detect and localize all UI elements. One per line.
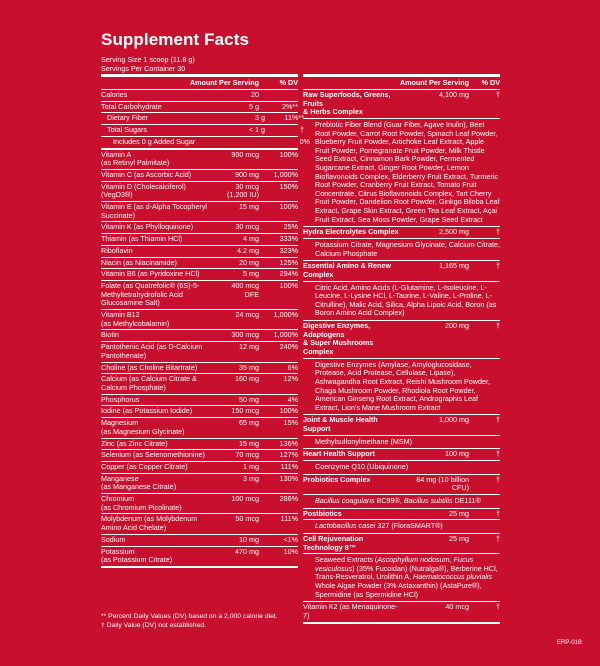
complex-dv: †	[496, 320, 500, 330]
dv-header: % DV	[279, 77, 298, 87]
complex-amount: 40 mcg	[445, 602, 469, 612]
nutrient-name: Magnesium (as Magnesium Glycinate)	[101, 418, 185, 436]
nutrient-amount: 150 mcg	[231, 406, 259, 416]
nutrient-dv: 127%	[279, 450, 298, 460]
nutrient-name: Phosphorus	[101, 394, 140, 404]
table-row	[101, 535, 298, 547]
table-row	[101, 150, 298, 170]
table-row	[303, 415, 500, 435]
complex-amount: 1,000 mg	[439, 415, 469, 425]
table-row	[101, 102, 298, 114]
complex-name: Joint & Muscle Health Support	[303, 415, 378, 433]
table-row	[101, 418, 298, 438]
nutrient-amount: 70 mcg	[235, 450, 259, 460]
table-row	[303, 449, 500, 461]
nutrient-name: Thiamin (as Thiamin HCl)	[101, 234, 183, 244]
table-row	[101, 170, 298, 182]
amount-header: Amount Per Serving	[189, 77, 259, 87]
table-row	[101, 258, 298, 270]
nutrient-name: Sodium	[101, 534, 126, 544]
nutrient-name: Copper (as Copper Citrate)	[101, 461, 188, 471]
table-row	[303, 509, 500, 521]
table-row	[101, 246, 298, 258]
nutrient-dv: 333%	[279, 234, 298, 244]
table-row	[101, 330, 298, 342]
complex-name: Hydra Electrolytes Complex	[303, 227, 399, 237]
nutrient-name: Biotin	[101, 330, 119, 340]
nutrient-name: Calories	[101, 90, 128, 99]
nutrient-name: Chromium (as Chromium Picolinate)	[101, 494, 182, 512]
nutrient-dv: 125%	[279, 257, 298, 267]
complex-amount: 1,165 mg	[439, 261, 469, 271]
table-row	[101, 136, 310, 150]
nutrient-dv: 11%**	[284, 113, 304, 123]
complex-dv: †	[496, 508, 500, 518]
nutrient-name: Selenium (as Selenomethionine)	[101, 450, 205, 460]
table-row	[303, 90, 500, 119]
left-table-header	[101, 74, 298, 90]
nutrient-name: Pantothenic Acid (as D-Calcium Pantothenate)	[101, 342, 203, 360]
nutrient-name: Molybdenum (as Molybdenum Amino Acid Chelate)	[101, 514, 198, 533]
nutrient-dv: 4%	[287, 394, 298, 404]
nutrient-amount: 50 mcg	[235, 514, 259, 524]
nutrient-amount: 15 mg	[239, 202, 259, 212]
nutrient-name: Vitamin B12 (as Methylcobalamin)	[101, 310, 170, 328]
nutrient-dv: 286%	[279, 494, 298, 504]
nutrient-name: Niacin (as Niacinamide)	[101, 257, 177, 267]
supplement-facts-title: Supplement Facts	[101, 30, 250, 49]
footnotes	[101, 612, 278, 630]
table-row	[101, 222, 298, 234]
complex-dv: †	[496, 90, 500, 99]
complex-dv: †	[496, 415, 500, 425]
table-row	[303, 261, 500, 281]
nutrient-amount: < 1 g	[248, 125, 265, 135]
table-row	[101, 281, 298, 310]
nutrient-amount: 4 mg	[243, 234, 259, 244]
nutrient-dv: 1,000%	[273, 330, 298, 340]
table-row	[101, 547, 298, 568]
nutrient-amount: 400 mcg DFE	[231, 280, 259, 299]
complex-name: Cell Rejuvenation Technology 8™	[303, 533, 364, 552]
nutrient-amount: 65 mg	[239, 418, 259, 428]
complex-ingredients: Coenzyme Q10 (Ubiquinone)	[303, 461, 500, 475]
nutrient-amount: 30 mcg	[235, 222, 259, 232]
table-row	[101, 234, 298, 246]
nutrient-amount: 20 mg	[239, 257, 259, 267]
complex-amount: 200 mg	[445, 320, 469, 330]
complex-dv: †	[496, 602, 500, 612]
table-row	[101, 374, 298, 394]
nutrient-dv: 100%	[279, 149, 298, 159]
nutrient-amount: 30 mcg (1,200 IU)	[227, 181, 259, 200]
dv-header: % DV	[481, 77, 500, 87]
nutrient-dv: 0%	[299, 136, 310, 146]
complex-dv: †	[496, 449, 500, 459]
nutrient-dv: 2%**	[282, 101, 298, 111]
nutrient-name: Iodine (as Potassium Iodide)	[101, 406, 193, 416]
nutrient-dv: 240%	[279, 342, 298, 352]
complex-amount: 25 mg	[449, 508, 469, 518]
complex-dv: †	[496, 227, 500, 237]
nutrient-name: Vitamin C (as Ascorbic Acid)	[101, 169, 192, 179]
table-row	[101, 113, 304, 125]
nutrient-amount: 1 mg	[243, 461, 259, 471]
nutrient-name: Riboflavin	[101, 245, 133, 255]
product-code: ERP-01B	[556, 640, 582, 646]
table-row	[101, 395, 298, 407]
nutrient-name: Zinc (as Zinc Citrate)	[101, 438, 168, 448]
right-nutrient-table	[303, 74, 500, 624]
nutrient-dv: 130%	[279, 473, 298, 483]
nutrient-name: Manganese (as Manganese Citrate)	[101, 473, 177, 492]
table-row	[101, 90, 298, 102]
nutrient-amount: 12 mg	[239, 342, 259, 352]
nutrient-amount: 160 mg	[235, 374, 259, 384]
complex-name: Essential Amino & Renew Complex	[303, 261, 392, 279]
nutrient-dv: 12%	[283, 374, 298, 384]
complex-amount: 84 mg (10 billion CFU)	[416, 474, 469, 493]
nutrient-name: Calcium (as Calcium Citrate & Calcium Phosphate)	[101, 374, 197, 392]
nutrient-amount: 5 mg	[243, 269, 259, 279]
table-row	[303, 321, 500, 359]
nutrient-dv: 111%	[280, 514, 298, 524]
table-row	[303, 602, 500, 623]
complex-dv: †	[496, 474, 500, 484]
nutrient-name: Vitamin K (as Phylloquinone)	[101, 222, 194, 232]
nutrient-amount: 20	[251, 90, 259, 99]
table-row	[101, 494, 298, 514]
nutrient-amount: 50 mg	[239, 394, 259, 404]
complex-ingredients: Lactobacillus casei 327 (FloraSMART®)	[303, 520, 500, 534]
nutrient-name: Total Sugars	[107, 125, 147, 135]
nutrient-dv: 1,000%	[273, 310, 298, 320]
complex-name: Postbiotics	[303, 508, 342, 518]
complex-ingredients: Potassium Citrate, Magnesium Glycinate, Calcium Citrate, Calcium Phosphate	[303, 239, 500, 261]
serving-info	[101, 55, 195, 73]
complex-amount: 100 mg	[445, 449, 469, 459]
nutrient-dv	[259, 91, 298, 100]
complex-ingredients: Bacillus coagulans BC99®, Bacillus subtilis DE111®	[303, 495, 500, 509]
nutrient-dv: 15%	[283, 418, 298, 428]
table-row	[101, 474, 298, 494]
table-row	[303, 227, 500, 239]
table-row	[101, 182, 298, 202]
nutrient-name: Includes 0 g Added Sugar	[113, 136, 196, 146]
nutrient-name: Folate (as Quatrefolic® (6S)-5- Methyltetrahydrofolic Acid Glucosamine Salt)	[101, 280, 200, 308]
table-row	[101, 363, 298, 375]
complex-ingredients: Citric Acid, Amino Acids (L-Glutamine, L-Isoleucine, L-Leucine, L-Lysine HCl, L-Taurine, L-Valine, L-Proline, L-Citrulline), Malic Acid, Silica, Alpha Lipoic Acid, Boron (as Boron Amino Acid Complex)	[303, 282, 500, 321]
amount-header: Amount Per Serving	[399, 77, 469, 87]
complex-name: Vitamin K2 (as Menaquinone-7)	[303, 602, 398, 620]
complex-dv: †	[496, 261, 500, 271]
nutrient-dv: 136%	[279, 438, 298, 448]
complex-name: Raw Superfoods, Greens, Fruits & Herbs Complex	[303, 90, 391, 117]
table-row	[101, 439, 298, 451]
nutrient-name: Choline (as Choline Bitartrate)	[101, 362, 198, 372]
table-row	[101, 462, 298, 474]
nutrient-dv: 100%	[279, 280, 298, 290]
nutrient-dv: 150%	[279, 181, 298, 191]
nutrient-amount: 470 mg	[235, 546, 259, 556]
complex-name: Probiotics Complex	[303, 474, 371, 484]
complex-ingredients: Methylsulfonylmethane (MSM)	[303, 436, 500, 450]
nutrient-amount: 4.2 mg	[237, 245, 259, 255]
nutrient-dv: 323%	[279, 245, 298, 255]
table-row	[101, 310, 298, 330]
table-row	[101, 406, 298, 418]
servings-per-container: Servings Per Container 30	[101, 64, 186, 73]
complex-amount: 2,500 mg	[439, 227, 469, 237]
nutrient-amount: 10 mg	[239, 534, 259, 544]
nutrient-dv: <1%	[283, 534, 298, 544]
complex-amount: 4,100 mg	[439, 90, 469, 99]
nutrient-amount: 900 mg	[235, 169, 259, 179]
table-row	[303, 534, 500, 554]
nutrient-amount: 900 mcg	[231, 149, 259, 159]
complex-ingredients: Digestive Enzymes (Amylase, Amyloglucosidase, Protease, Acid Protease, Cellulase, Lipase), Ashwagandha Root Extract, Reishi Mushroom Powder, Chaga Mushroom Powder, Rhodiola Root Powder, American Ginseng Root Extract, Andrographis Leaf Extract, Lion's Mane Mushroom Extract	[303, 359, 500, 416]
complex-name: Heart Health Support	[303, 449, 375, 459]
nutrient-dv: 6%	[287, 362, 298, 372]
nutrient-dv: 1,000%	[273, 169, 298, 179]
nutrient-amount: 24 mcg	[235, 310, 259, 320]
nutrient-name: Dietary Fiber	[107, 113, 149, 123]
nutrient-amount: 35 mg	[239, 362, 259, 372]
serving-size: Serving Size 1 scoop (11.8 g)	[101, 55, 195, 64]
nutrient-amount: 5 g	[249, 101, 259, 111]
complex-dv: †	[496, 533, 500, 543]
table-row	[101, 450, 298, 462]
nutrient-dv: 10%	[283, 546, 298, 556]
left-nutrient-table	[101, 74, 310, 568]
nutrient-name: Potassium (as Potassium Citrate)	[101, 546, 173, 565]
nutrient-dv: 25%	[283, 222, 298, 232]
nutrient-dv: 100%	[279, 202, 298, 212]
complex-amount: 25 mg	[449, 533, 469, 543]
footnote-dv: ** Percent Daily Values (DV) based on a 2,000 calorie diet.	[101, 613, 278, 620]
table-row	[101, 342, 298, 362]
nutrient-name: Vitamin B6 (as Pyridoxine HCl)	[101, 269, 200, 279]
nutrient-amount: 3 g	[255, 113, 265, 123]
nutrient-name: Vitamin D (Cholecalciferol) (VegD3®)	[101, 181, 186, 200]
nutrient-dv: †	[300, 125, 304, 135]
nutrient-name: Total Carbohydrate	[101, 101, 162, 111]
table-row	[303, 475, 500, 495]
nutrient-amount: 300 mcg	[231, 330, 259, 340]
nutrient-dv: 294%	[279, 269, 298, 279]
right-table-header	[303, 74, 500, 90]
table-row	[101, 125, 304, 137]
table-row	[101, 514, 298, 534]
table-row	[101, 269, 298, 281]
complex-name: Digestive Enzymes, Adaptogens & Super Mushrooms Complex	[303, 320, 374, 357]
nutrient-name: Vitamin E (as d-Alpha Tocopheryl Succinate)	[101, 202, 208, 220]
nutrient-name: Vitamin A (as Retinyl Palmitate)	[101, 149, 170, 168]
table-row	[101, 202, 298, 222]
nutrient-amount: 100 mcg	[231, 494, 259, 504]
complex-ingredients: Prebiotic Fiber Blend (Guar Fiber, Agave Inulin), Beet Root Powder, Carrot Root Powder, Spinach Leaf Powder, Blueberry Fruit Powder, Artichoke Leaf Extract, Apple Fruit Powder, Pomegranate Fruit Powder, Milk Thistle Seed Extract, Cinnamon Bark Powder, Fermented Sugarcane Extract, Ginger Root Powder, Lemon Bioflavonoids Complex, Elderberry Fruit Extract, Turmeric Root Powder, Cranberry Fruit Extract, Tomato Fruit Concentrate, Citrus Bioflavonoids Complex, Tart Cherry Fruit Powder, Dandelion Root Powder, Ginkgo Biloba Leaf Extract, Grape Skin Extract, Green Tea Leaf Extract, Açai Fruit Extract, Sea Moss Powder, Grape Seed Extract	[303, 119, 500, 227]
nutrient-dv: 100%	[279, 406, 298, 416]
nutrient-dv: 111%	[280, 461, 298, 471]
nutrient-amount: 15 mg	[239, 438, 259, 448]
nutrient-amount: 3 mg	[243, 473, 259, 483]
footnote-dagger: † Daily Value (DV) not established.	[101, 622, 206, 629]
complex-ingredients: Seaweed Extracts (Ascophyllum nodosum, Fucus vesiculosus) (35% Fucoidan) (Nutralga®), Berberine HCl, Trans-Resveratrol, Urolithin A, Haematococcus pluvialis Whole Algae Powder (3% Astaxanthin) (AstaPure®), Spermidine (as Spermidine HCl)	[303, 554, 500, 602]
nutrient-amount	[231, 138, 271, 147]
